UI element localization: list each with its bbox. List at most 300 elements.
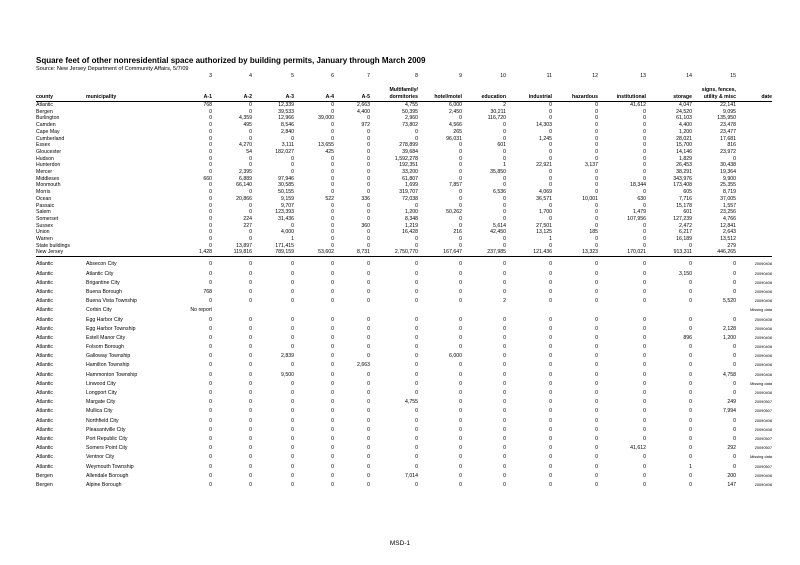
county-name: Atlantic <box>36 445 54 452</box>
value-cell: 0 <box>459 236 462 243</box>
value-cell: 0 <box>415 481 418 488</box>
value-cell: 0 <box>209 215 212 222</box>
value-cell: 0 <box>549 288 552 295</box>
value-cell: 20,866 <box>236 195 252 202</box>
value-cell: 36,571 <box>536 195 552 202</box>
value-cell: 18,344 <box>630 182 646 189</box>
value-cell: 0 <box>689 371 692 378</box>
value-cell: 0 <box>459 334 462 341</box>
value-cell: 8,731 <box>357 249 370 256</box>
value-cell: 9,159 <box>281 195 294 202</box>
value-cell: 0 <box>209 353 212 360</box>
municipality-row <box>36 426 772 435</box>
value-cell: 13,323 <box>582 249 598 256</box>
header-multifamily-line2: dormitories <box>370 94 418 102</box>
value-cell: 0 <box>595 215 598 222</box>
municipality-name: Somers Point City <box>86 445 128 452</box>
municipality-row <box>36 315 772 324</box>
value-cell: 0 <box>503 316 506 323</box>
value-cell: 0 <box>549 155 552 162</box>
empty-cell <box>86 203 170 210</box>
value-cell: 0 <box>249 162 252 169</box>
value-cell <box>418 306 462 315</box>
value-cell: 10,001 <box>582 195 598 202</box>
value-cell: 0 <box>291 316 294 323</box>
value-cell: 0 <box>503 209 506 216</box>
value-cell: 0 <box>595 435 598 442</box>
value-cell: 23,256 <box>720 209 736 216</box>
value-cell: 0 <box>291 463 294 470</box>
value-cell: 319,707 <box>399 189 418 196</box>
empty-cell <box>736 149 772 156</box>
value-cell: 0 <box>503 215 506 222</box>
county-name: Atlantic <box>36 426 54 433</box>
header-institutional: institutional <box>598 94 646 102</box>
county-name: Atlantic <box>36 102 54 108</box>
value-cell: 0 <box>459 115 462 122</box>
value-cell: 0 <box>415 279 418 286</box>
value-cell: 61,807 <box>402 175 418 182</box>
county-summary-row <box>36 243 772 250</box>
empty-cell <box>86 216 170 223</box>
municipality-name: Brigantine City <box>86 279 120 286</box>
value-cell: 147 <box>727 481 736 488</box>
value-cell: 0 <box>503 435 506 442</box>
value-cell: 0 <box>331 162 334 169</box>
column-number-row <box>36 72 772 80</box>
value-cell: 0 <box>367 189 370 196</box>
municipality-name: Alpine Borough <box>86 481 122 488</box>
value-cell: 0 <box>733 316 736 323</box>
value-cell: 0 <box>367 229 370 236</box>
value-cell: 1 <box>689 463 692 470</box>
value-cell: 0 <box>549 298 552 305</box>
value-cell: 8,719 <box>723 189 736 196</box>
value-cell: 0 <box>209 189 212 196</box>
value-cell: 0 <box>689 362 692 369</box>
county-name: Atlantic <box>36 380 54 387</box>
value-cell: 0 <box>331 189 334 196</box>
date-cell: 20090408 <box>754 390 772 396</box>
value-cell: 0 <box>595 325 598 332</box>
value-cell: 0 <box>367 236 370 243</box>
county-summary-row <box>36 115 772 122</box>
value-cell: 0 <box>331 472 334 479</box>
value-cell: 0 <box>331 155 334 162</box>
value-cell: 0 <box>367 148 370 155</box>
value-cell: 30,438 <box>720 162 736 169</box>
municipality-name: Longport City <box>86 390 117 397</box>
value-cell: 0 <box>249 209 252 216</box>
value-cell: 601 <box>497 142 506 149</box>
value-cell: 14,303 <box>536 122 552 129</box>
value-cell: 0 <box>367 115 370 122</box>
value-cell: 0 <box>733 344 736 351</box>
value-cell: 0 <box>249 102 252 108</box>
value-cell: 0 <box>331 288 334 295</box>
value-cell: 0 <box>209 236 212 243</box>
municipality-row <box>36 288 772 297</box>
value-cell: 1,592,278 <box>394 155 418 162</box>
empty-cell <box>86 169 170 176</box>
municipality-name: Northfield City <box>86 417 119 424</box>
value-cell: 15,700 <box>676 142 692 149</box>
county-name: Union <box>36 229 50 236</box>
value-cell: 0 <box>549 175 552 182</box>
municipality-name: Absecon City <box>86 261 117 268</box>
county-summary-row <box>36 162 772 169</box>
source-note: Source: New Jersey Department of Community Affairs, 5/7/09 <box>36 66 189 72</box>
municipality-name: Weymouth Township <box>86 463 134 470</box>
value-cell: 4,400 <box>357 108 370 115</box>
header-row-upper <box>36 80 772 94</box>
value-cell: 0 <box>331 182 334 189</box>
value-cell: 200 <box>727 472 736 479</box>
value-cell: 0 <box>249 135 252 142</box>
municipality-name: Galloway Township <box>86 353 131 360</box>
value-cell: 0 <box>689 417 692 424</box>
county-name: Atlantic <box>36 307 54 314</box>
value-cell: 42,450 <box>490 229 506 236</box>
value-cell: 0 <box>643 334 646 341</box>
value-cell: 0 <box>291 162 294 169</box>
value-cell: 0 <box>689 445 692 452</box>
value-cell: 0 <box>733 288 736 295</box>
county-summary-row <box>36 136 772 143</box>
value-cell: 0 <box>549 148 552 155</box>
value-cell: 0 <box>367 334 370 341</box>
value-cell: 16,428 <box>402 229 418 236</box>
value-cell: 0 <box>503 135 506 142</box>
municipality-row <box>36 269 772 278</box>
value-cell: 2,643 <box>723 229 736 236</box>
value-cell: 0 <box>549 102 552 108</box>
value-cell: 0 <box>459 417 462 424</box>
value-cell: 37,005 <box>720 195 736 202</box>
value-cell: 0 <box>643 202 646 209</box>
empty-cell <box>736 236 772 243</box>
value-cell: 0 <box>331 222 334 229</box>
county-name: Sussex <box>36 222 54 229</box>
value-cell: 0 <box>209 426 212 433</box>
value-cell: 0 <box>643 371 646 378</box>
date-cell: 20090408 <box>754 362 772 368</box>
value-cell: 0 <box>331 390 334 397</box>
value-cell: 0 <box>209 362 212 369</box>
value-cell: 0 <box>209 380 212 387</box>
header-signs-line1: signs, fences, <box>701 87 736 94</box>
value-cell: 278,899 <box>399 142 418 149</box>
value-cell: 3,111 <box>281 142 294 149</box>
column-number: 12 <box>592 73 598 80</box>
value-cell: 0 <box>249 128 252 135</box>
county-summary-row <box>36 142 772 149</box>
value-cell: 0 <box>595 316 598 323</box>
county-name: Somerset <box>36 215 59 222</box>
value-cell: 0 <box>249 270 252 277</box>
value-cell: 0 <box>291 344 294 351</box>
county-name: Essex <box>36 142 51 149</box>
value-cell: 0 <box>415 316 418 323</box>
header-county: county <box>36 94 86 102</box>
value-cell: 0 <box>415 242 418 249</box>
value-cell: 173,408 <box>673 182 692 189</box>
value-cell: 0 <box>595 115 598 122</box>
value-cell: 0 <box>331 108 334 115</box>
value-cell: 1,557 <box>723 202 736 209</box>
value-cell: 0 <box>643 122 646 129</box>
value-cell: 0 <box>643 325 646 332</box>
value-cell: 107,956 <box>627 215 646 222</box>
value-cell <box>506 306 552 315</box>
value-cell: 0 <box>643 417 646 424</box>
value-cell: 0 <box>415 135 418 142</box>
value-cell: 0 <box>209 169 212 176</box>
value-cell: 0 <box>249 261 252 268</box>
county-summary-row <box>36 249 772 256</box>
value-cell: 185 <box>589 229 598 236</box>
value-cell: 0 <box>249 463 252 470</box>
value-cell: 4,359 <box>239 115 252 122</box>
value-cell: 0 <box>459 362 462 369</box>
county-summary-row <box>36 223 772 230</box>
value-cell: 7,014 <box>405 472 418 479</box>
value-cell: 25,355 <box>720 182 736 189</box>
value-cell: 0 <box>595 142 598 149</box>
date-cell: 20090408 <box>754 334 772 340</box>
county-name: Atlantic <box>36 298 54 305</box>
value-cell: 0 <box>367 261 370 268</box>
value-cell: 0 <box>367 445 370 452</box>
value-cell: 3,150 <box>679 270 692 277</box>
value-cell: 0 <box>459 279 462 286</box>
value-cell: 0 <box>549 399 552 406</box>
value-cell: 0 <box>595 463 598 470</box>
value-cell: 0 <box>549 182 552 189</box>
value-cell: 0 <box>595 270 598 277</box>
empty-cell <box>86 102 170 109</box>
value-cell: 0 <box>595 454 598 461</box>
value-cell: 0 <box>209 148 212 155</box>
value-cell: 0 <box>291 472 294 479</box>
value-cell: 6,536 <box>493 189 506 196</box>
value-cell: 0 <box>549 142 552 149</box>
value-cell: 0 <box>549 325 552 332</box>
value-cell: 0 <box>249 279 252 286</box>
value-cell: 0 <box>367 481 370 488</box>
empty-cell <box>736 115 772 122</box>
county-name: Atlantic <box>36 316 54 323</box>
value-cell: 0 <box>415 408 418 415</box>
value-cell: 0 <box>209 229 212 236</box>
value-cell: 0 <box>209 155 212 162</box>
value-cell: 0 <box>209 162 212 169</box>
value-cell: 0 <box>503 261 506 268</box>
municipality-name: Port Republic City <box>86 435 128 442</box>
value-cell: 249 <box>727 399 736 406</box>
value-cell: 0 <box>415 288 418 295</box>
value-cell: 0 <box>733 426 736 433</box>
value-cell: 1,200 <box>405 209 418 216</box>
empty-cell <box>736 102 772 109</box>
value-cell: 0 <box>549 426 552 433</box>
value-cell: 0 <box>291 445 294 452</box>
value-cell: 0 <box>209 454 212 461</box>
value-cell: 0 <box>331 417 334 424</box>
value-cell: 0 <box>367 202 370 209</box>
header-signs-line2: utility & misc <box>692 94 736 102</box>
value-cell: 0 <box>249 236 252 243</box>
municipality-row <box>36 481 772 490</box>
value-cell: 0 <box>595 279 598 286</box>
municipality-row <box>36 306 772 315</box>
value-cell: 0 <box>595 344 598 351</box>
value-cell: 4,566 <box>449 122 462 129</box>
value-cell: 0 <box>209 399 212 406</box>
value-cell: 0 <box>459 472 462 479</box>
value-cell: 0 <box>595 380 598 387</box>
report-title: Square feet of other nonresidential space authorized by building permits, January through March 2009 <box>36 56 426 65</box>
value-cell: 0 <box>415 445 418 452</box>
value-cell: 6,217 <box>679 229 692 236</box>
value-cell: 0 <box>503 325 506 332</box>
municipality-name: Linwood City <box>86 380 116 387</box>
value-cell: 360 <box>361 222 370 229</box>
value-cell: 292 <box>727 445 736 452</box>
value-cell: 0 <box>459 142 462 149</box>
value-cell: 4,758 <box>723 371 736 378</box>
value-cell: 28,021 <box>676 135 692 142</box>
county-name: Atlantic <box>36 417 54 424</box>
date-cell: 20090408 <box>754 472 772 478</box>
column-number: 10 <box>500 73 506 80</box>
value-cell: 14,146 <box>676 148 692 155</box>
value-cell: 50,155 <box>278 189 294 196</box>
value-cell: 13,897 <box>236 242 252 249</box>
value-cell: 0 <box>331 454 334 461</box>
value-cell: 0 <box>331 135 334 142</box>
value-cell: 0 <box>733 155 736 162</box>
value-cell: 0 <box>331 445 334 452</box>
empty-cell <box>736 229 772 236</box>
empty-cell <box>86 229 170 236</box>
value-cell: 0 <box>331 209 334 216</box>
value-cell: 0 <box>291 426 294 433</box>
empty-cell <box>736 136 772 143</box>
value-cell: 343,976 <box>673 175 692 182</box>
empty-cell <box>86 122 170 129</box>
value-cell: 0 <box>595 169 598 176</box>
value-cell: 0 <box>733 362 736 369</box>
value-cell: 0 <box>415 362 418 369</box>
value-cell: 0 <box>249 344 252 351</box>
value-cell: 0 <box>249 334 252 341</box>
value-cell: 0 <box>367 215 370 222</box>
header-a1: A-1 <box>170 94 212 102</box>
value-cell: 7,716 <box>679 195 692 202</box>
value-cell: 0 <box>503 175 506 182</box>
value-cell: 9,900 <box>723 175 736 182</box>
column-number: 5 <box>291 73 294 80</box>
value-cell: 0 <box>415 380 418 387</box>
value-cell: 0 <box>689 325 692 332</box>
empty-cell <box>736 196 772 203</box>
value-cell: 0 <box>331 362 334 369</box>
value-cell: 8,546 <box>281 122 294 129</box>
value-cell <box>598 306 646 315</box>
value-cell: 0 <box>643 189 646 196</box>
value-cell: 0 <box>367 242 370 249</box>
value-cell: 0 <box>367 353 370 360</box>
value-cell: 0 <box>549 169 552 176</box>
value-cell: 0 <box>209 242 212 249</box>
value-cell: 1,829 <box>679 155 692 162</box>
value-cell: 0 <box>549 344 552 351</box>
value-cell: 0 <box>459 195 462 202</box>
municipality-row <box>36 324 772 333</box>
date-cell: 20090408 <box>754 279 772 285</box>
value-cell: 41,612 <box>630 102 646 108</box>
value-cell: 0 <box>643 142 646 149</box>
header-industrial: industrial <box>506 94 552 102</box>
value-cell <box>294 306 334 315</box>
value-cell: 0 <box>367 209 370 216</box>
value-cell: 0 <box>643 408 646 415</box>
column-number: 7 <box>367 73 370 80</box>
value-cell: 0 <box>249 390 252 397</box>
value-cell: 0 <box>733 261 736 268</box>
value-cell: 167,647 <box>443 249 462 256</box>
value-cell: 39,000 <box>318 115 334 122</box>
empty-cell <box>86 176 170 183</box>
value-cell: 0 <box>209 344 212 351</box>
municipality-name: Atlantic City <box>86 270 114 277</box>
value-cell: 227 <box>243 222 252 229</box>
value-cell: 0 <box>331 169 334 176</box>
value-cell: 15,178 <box>676 202 692 209</box>
value-cell: 0 <box>503 380 506 387</box>
value-cell: 336 <box>361 195 370 202</box>
value-cell: 0 <box>503 399 506 406</box>
value-cell: 0 <box>291 435 294 442</box>
value-cell: 6,889 <box>239 175 252 182</box>
value-cell: 0 <box>249 472 252 479</box>
county-name: Morris <box>36 189 51 196</box>
value-cell: 0 <box>549 242 552 249</box>
date-cell: 20090408 <box>754 426 772 432</box>
empty-cell <box>736 109 772 116</box>
value-cell: 0 <box>595 222 598 229</box>
value-cell: 0 <box>367 472 370 479</box>
value-cell: 605 <box>683 189 692 196</box>
column-number: 14 <box>686 73 692 80</box>
value-cell: 0 <box>209 371 212 378</box>
municipality-row <box>36 407 772 416</box>
value-cell: 9,707 <box>281 202 294 209</box>
value-cell: 0 <box>415 236 418 243</box>
value-cell: 446,265 <box>717 249 736 256</box>
municipality-row <box>36 343 772 352</box>
value-cell: 72,038 <box>402 195 418 202</box>
value-cell: 1 <box>503 162 506 169</box>
value-cell: 0 <box>549 454 552 461</box>
value-cell: 0 <box>331 344 334 351</box>
value-cell: 2,663 <box>357 362 370 369</box>
value-cell: 0 <box>291 298 294 305</box>
value-cell: 0 <box>331 371 334 378</box>
county-name: Atlantic <box>36 408 54 415</box>
value-cell: 0 <box>291 390 294 397</box>
